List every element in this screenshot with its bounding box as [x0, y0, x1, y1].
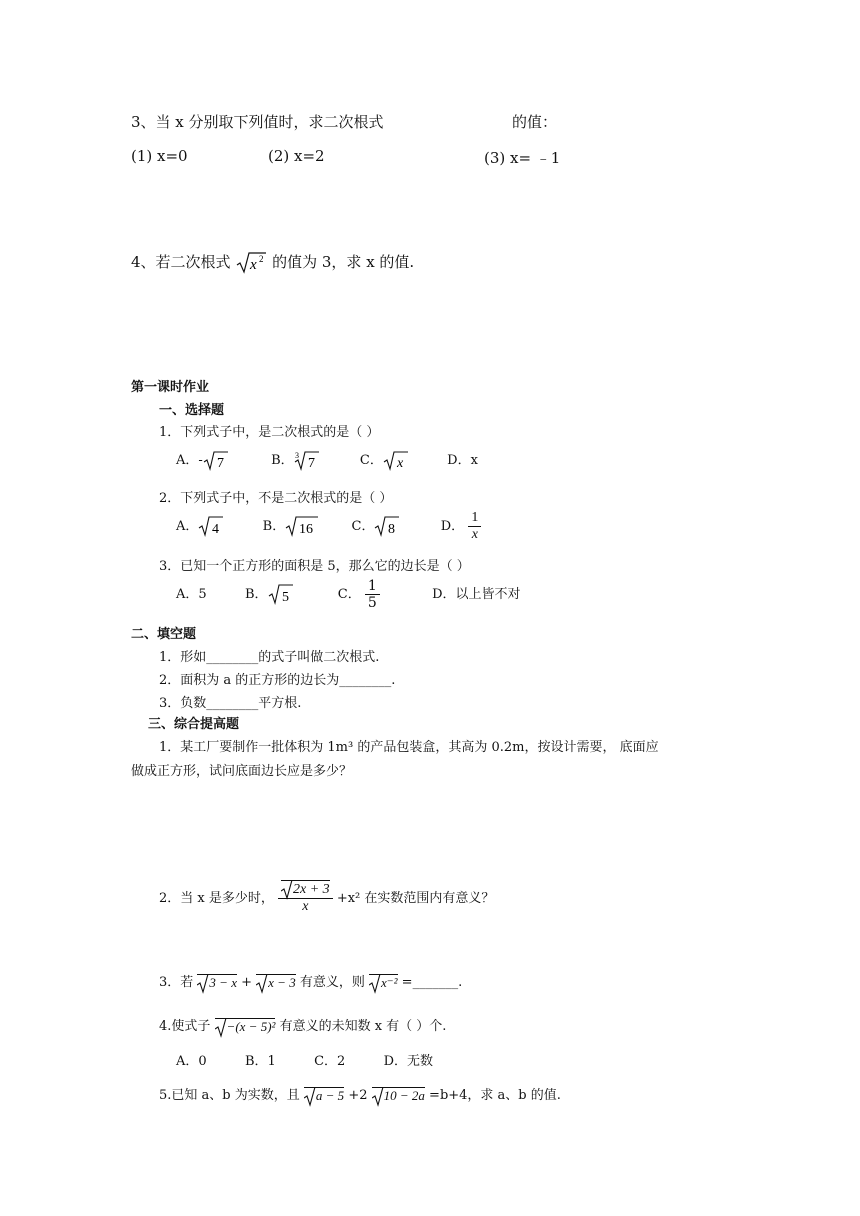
- question-3-option-2: (2) x=2: [268, 147, 325, 165]
- s3-q5-suffix: =b+4，求 a、b 的值.: [429, 1088, 561, 1103]
- s3-q4-suffix: 有意义的未知数 x 有（ ）个.: [279, 1019, 447, 1034]
- radicand: 2x + 3: [293, 882, 330, 897]
- svg-text:5: 5: [281, 589, 289, 605]
- s1-q3-c-label: C．: [337, 587, 361, 602]
- radical-sign: [281, 880, 293, 900]
- s3-q2: [159, 878, 494, 915]
- radicand: 10 − 2a: [383, 1088, 425, 1103]
- radical-a-minus-5: [304, 1087, 344, 1104]
- radical-2x-plus-3: [281, 880, 330, 898]
- radicand: −(x − 5)²: [226, 1019, 276, 1034]
- question-4-prefix: 4、若二次根式: [131, 253, 231, 271]
- question-3-option-3: (3) x= ﹣1: [484, 149, 561, 167]
- s3-q4-option-c: C．2: [314, 1054, 346, 1069]
- s3-q2-prefix: 2．当 x 是多少时，: [159, 891, 274, 906]
- fraction-1-over-5: [365, 578, 380, 611]
- s3-q3: [159, 971, 462, 991]
- s2-item-3: 3．负数________平方根.: [159, 696, 302, 711]
- question-3-option-1: (1) x=0: [131, 147, 188, 165]
- question-4: [131, 250, 414, 276]
- s1-q2-c-label: C．: [351, 519, 375, 534]
- radical-sqrt-16: [285, 515, 319, 539]
- s1-q2-stem: 2．下列式子中，不是二次根式的是（ ）: [159, 491, 393, 506]
- s3-q5-middle: +2: [348, 1088, 368, 1103]
- radical-sqrt-x: [383, 450, 409, 472]
- s3-q2-suffix: +x² 在实数范围内有意义？: [336, 891, 495, 906]
- question-3-tail: 的值：: [512, 113, 558, 131]
- s1-q1-d-label: D．x: [447, 453, 478, 468]
- s1-q3-stem: 3．已知一个正方形的面积是 5，那么它的边长是（ ）: [159, 559, 470, 574]
- radicand: a − 5: [315, 1088, 345, 1103]
- fraction-denominator: x: [302, 899, 309, 914]
- question-4-suffix: 的值为 3，求 x 的值.: [272, 253, 415, 271]
- s3-q3-middle: 有意义，则: [299, 975, 365, 990]
- radical-neg-x-minus-5-squared: [215, 1018, 276, 1035]
- svg-text:7: 7: [216, 455, 224, 471]
- section-2-heading: 二、填空题: [131, 627, 197, 642]
- s2-item-2: 2．面积为 a 的正方形的边长为________.: [159, 673, 396, 688]
- s1-q2-b-label: B．: [262, 519, 286, 534]
- radical-sqrt-7: [203, 450, 229, 472]
- s1-q3-a-label: A．5: [176, 587, 207, 602]
- s1-q2-a-label: A．: [176, 519, 199, 534]
- svg-text:x: x: [250, 257, 257, 273]
- radical-sign: [215, 1018, 227, 1038]
- radical-x-squared: [235, 250, 267, 276]
- fraction-1-over-x: [468, 510, 481, 543]
- s3-q5: [159, 1084, 561, 1104]
- homework-title: 第一课时作业: [131, 380, 210, 395]
- fraction-numerator: 1: [468, 510, 481, 527]
- s3-q4: [159, 1015, 446, 1035]
- radical-3-minus-x: [197, 974, 237, 991]
- radical-sqrt-4: [198, 515, 224, 539]
- s3-q3-prefix: 3．若: [159, 975, 194, 990]
- radical-sign: [197, 974, 209, 994]
- svg-text:3: 3: [294, 450, 299, 460]
- fraction-denominator: 5: [367, 595, 377, 611]
- radicand: 3 − x: [209, 975, 237, 990]
- svg-text:7: 7: [307, 455, 315, 471]
- svg-text:4: 4: [212, 521, 220, 537]
- s1-q2-options: [176, 510, 481, 543]
- fraction-denominator: x: [471, 527, 478, 542]
- s1-q3-options: [176, 578, 521, 611]
- radical-sqrt-8: [374, 515, 400, 539]
- radical-sign: [256, 974, 268, 994]
- svg-text:x: x: [396, 455, 404, 471]
- svg-text:8: 8: [388, 521, 396, 537]
- s1-q2-d-label: D．: [440, 519, 465, 534]
- radical-sign: [304, 1087, 316, 1107]
- radical-sign: [369, 974, 381, 994]
- fraction-numerator: 1: [365, 578, 380, 595]
- s3-q5-prefix: 5.已知 a、b 为实数，且: [159, 1088, 300, 1103]
- radical-x-minus-3: [256, 974, 296, 991]
- svg-text:16: 16: [299, 521, 314, 537]
- s1-q1-b-label: B．: [271, 453, 294, 468]
- radicand: x − 3: [268, 975, 296, 990]
- question-3-text: 3、当 x 分别取下列值时，求二次根式: [131, 113, 384, 131]
- s2-item-1: 1．形如________的式子叫做二次根式.: [159, 650, 380, 665]
- radical-sign: [372, 1087, 384, 1107]
- s1-q1-c-label: C．: [359, 453, 383, 468]
- s3-q3-suffix: =_______.: [401, 975, 463, 990]
- radicand: x⁻²: [381, 975, 398, 990]
- radical-10-minus-2a: [372, 1087, 425, 1104]
- s3-q4-prefix: 4.使式子: [159, 1019, 211, 1034]
- section-3-heading: 三、综合提高题: [148, 717, 240, 732]
- s3-q4-option-a: A．0: [176, 1054, 207, 1069]
- svg-text:2: 2: [259, 254, 264, 264]
- plus-sign: +: [241, 975, 253, 990]
- s3-q4-options: [176, 1050, 433, 1069]
- section-1-heading: 一、选择题: [159, 403, 225, 418]
- s1-q3-d-label: D．以上皆不对: [432, 587, 521, 602]
- s1-q1-a-label: A．-: [176, 453, 203, 468]
- s1-q1-options: [176, 449, 478, 472]
- s3-q4-option-d: D．无数: [383, 1054, 433, 1069]
- radical-sqrt-5: [268, 583, 294, 607]
- s1-q1-stem: 1．下列式子中，是二次根式的是（ ）: [159, 425, 380, 440]
- radical-cbrt-7: [294, 450, 320, 472]
- s1-q3-b-label: B．: [244, 587, 268, 602]
- s3-q1-line-1: 1．某工厂要制作一批体积为 1m³ 的产品包装盒，其高为 0.2m，按设计需要， 底面应: [159, 740, 659, 755]
- radical-x-power-neg-2: [369, 974, 398, 991]
- fraction-radical-over-x: [278, 878, 333, 915]
- s3-q1-line-2: 做成正方形，试问底面边长应是多少？: [131, 764, 353, 779]
- s3-q4-option-b: B．1: [244, 1054, 276, 1069]
